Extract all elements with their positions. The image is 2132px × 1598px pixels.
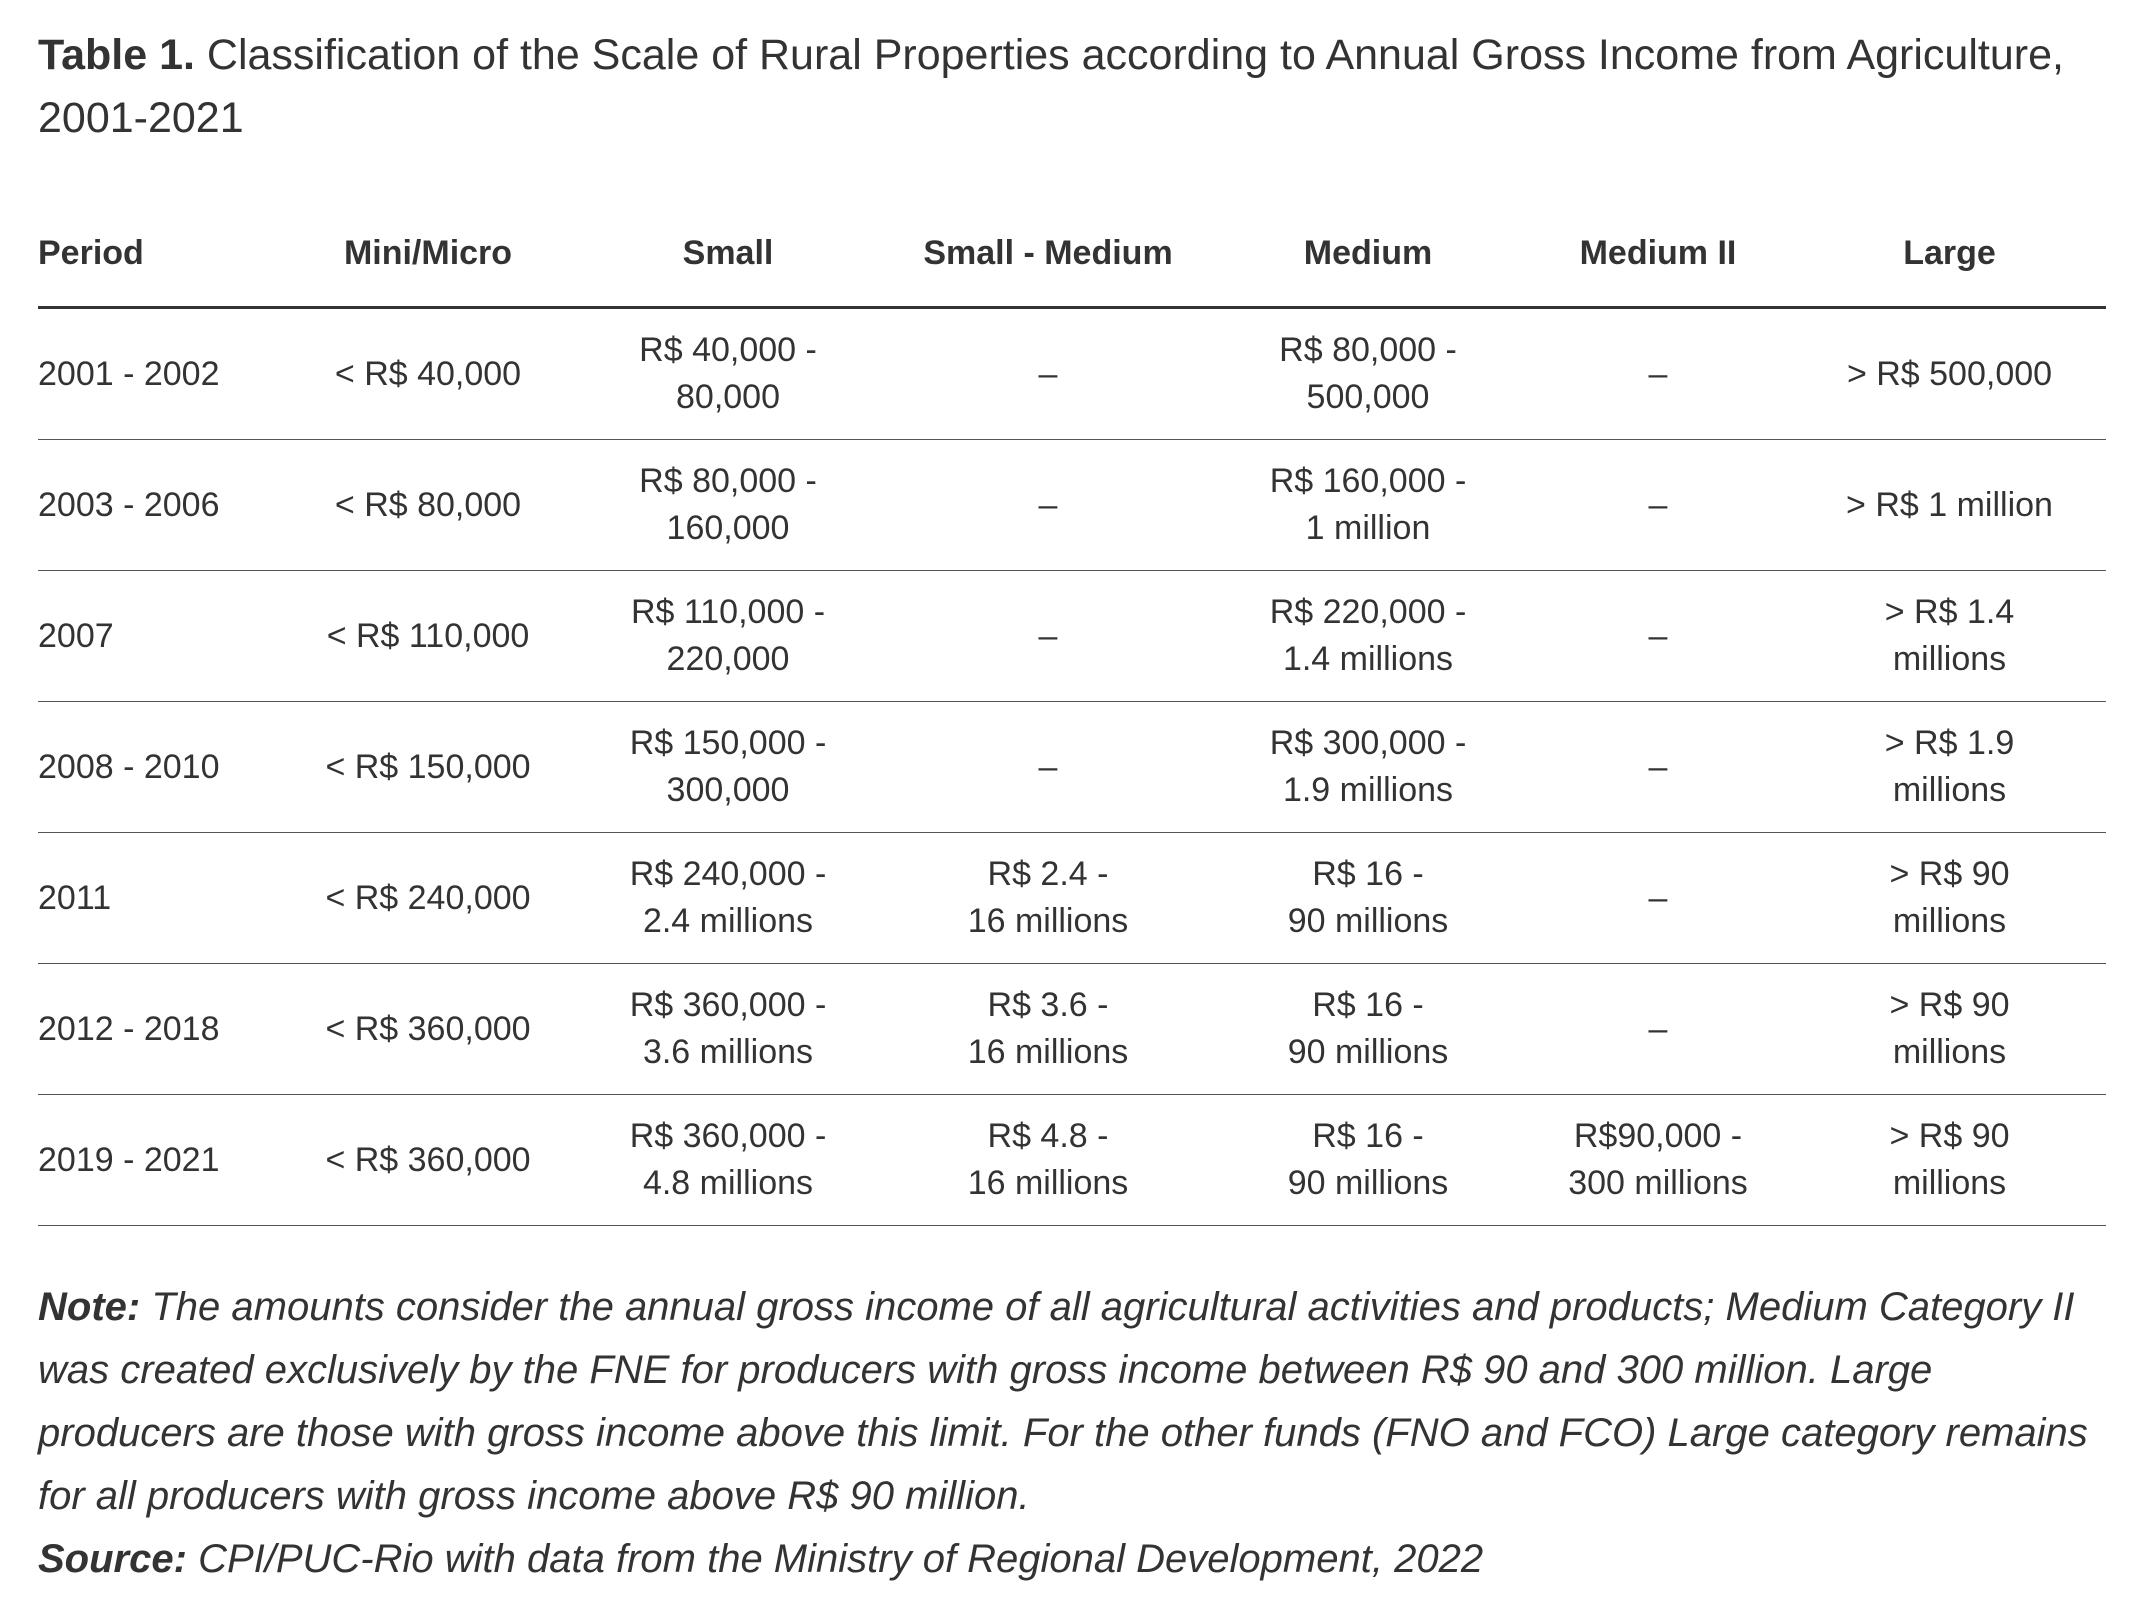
header-medium: Medium (1213, 200, 1523, 308)
cell-period: 2019 - 2021 (38, 1095, 283, 1226)
cell-large: > R$ 1 million (1793, 440, 2106, 571)
table-row (38, 702, 2106, 833)
table-note (38, 1276, 2108, 1528)
cell-mini-micro: < R$ 240,000 (283, 833, 573, 964)
header-mini-micro: Mini/Micro (283, 200, 573, 308)
cell-medium: R$ 80,000 - 500,000 (1213, 308, 1523, 440)
cell-small: R$ 360,000 - 3.6 millions (573, 964, 883, 1095)
cell-medium-ii: R$90,000 - 300 millions (1523, 1095, 1793, 1226)
cell-medium: R$ 16 - 90 millions (1213, 833, 1523, 964)
cell-large: > R$ 1.9 millions (1793, 702, 2106, 833)
cell-small: R$ 240,000 - 2.4 millions (573, 833, 883, 964)
source-text: CPI/PUC-Rio with data from the Ministry of Regional Development, 2022 (198, 1537, 1484, 1581)
cell-large: > R$ 90 millions (1793, 964, 2106, 1095)
table-header-row (38, 200, 2106, 308)
cell-medium-ii: – (1523, 571, 1793, 702)
cell-small: R$ 40,000 - 80,000 (573, 308, 883, 440)
cell-period: 2001 - 2002 (38, 308, 283, 440)
header-large: Large (1793, 200, 2106, 308)
cell-mini-micro: < R$ 150,000 (283, 702, 573, 833)
cell-small-medium: – (883, 440, 1213, 571)
header-period: Period (38, 200, 283, 308)
cell-small: R$ 110,000 - 220,000 (573, 571, 883, 702)
table-title (38, 24, 2098, 150)
cell-period: 2007 (38, 571, 283, 702)
cell-medium: R$ 300,000 - 1.9 millions (1213, 702, 1523, 833)
cell-period: 2008 - 2010 (38, 702, 283, 833)
cell-large: > R$ 500,000 (1793, 308, 2106, 440)
header-small-medium: Small - Medium (883, 200, 1213, 308)
cell-mini-micro: < R$ 110,000 (283, 571, 573, 702)
table-row (38, 833, 2106, 964)
table-body (38, 308, 2106, 1226)
cell-small-medium: – (883, 571, 1213, 702)
cell-mini-micro: < R$ 80,000 (283, 440, 573, 571)
cell-medium-ii: – (1523, 833, 1793, 964)
cell-medium: R$ 16 - 90 millions (1213, 1095, 1523, 1226)
cell-small: R$ 150,000 - 300,000 (573, 702, 883, 833)
header-small: Small (573, 200, 883, 308)
cell-small-medium: R$ 3.6 - 16 millions (883, 964, 1213, 1095)
cell-period: 2012 - 2018 (38, 964, 283, 1095)
cell-small-medium: R$ 2.4 - 16 millions (883, 833, 1213, 964)
cell-mini-micro: < R$ 360,000 (283, 964, 573, 1095)
cell-medium: R$ 220,000 - 1.4 millions (1213, 571, 1523, 702)
table-row (38, 440, 2106, 571)
note-text: The amounts consider the annual gross income of all agricultural activities and products; Medium Category II was created exclusively by the FNE for producers with gross income between R$ 90 and 300 million. Large producers are those with gross income above this limit. For the other funds (FNO and FCO) Large category remains for all producers with gross income above R$ 90 million. (38, 1285, 2088, 1518)
table-source (38, 1528, 2108, 1591)
table-row (38, 308, 2106, 440)
cell-small-medium: – (883, 308, 1213, 440)
cell-medium-ii: – (1523, 964, 1793, 1095)
cell-small-medium: R$ 4.8 - 16 millions (883, 1095, 1213, 1226)
note-label: Note: (38, 1285, 141, 1329)
cell-medium-ii: – (1523, 440, 1793, 571)
cell-large: > R$ 1.4 millions (1793, 571, 2106, 702)
table-title-label: Table 1. (38, 31, 195, 79)
cell-period: 2003 - 2006 (38, 440, 283, 571)
table-row (38, 1095, 2106, 1226)
cell-large: > R$ 90 millions (1793, 1095, 2106, 1226)
header-medium-ii: Medium II (1523, 200, 1793, 308)
cell-large: > R$ 90 millions (1793, 833, 2106, 964)
table-title-text: Classification of the Scale of Rural Properties according to Annual Gross Income from Agriculture, 2001-2021 (38, 31, 2064, 142)
cell-small: R$ 360,000 - 4.8 millions (573, 1095, 883, 1226)
cell-small-medium: – (883, 702, 1213, 833)
cell-medium: R$ 160,000 - 1 million (1213, 440, 1523, 571)
source-label: Source: (38, 1537, 187, 1581)
classification-table (38, 200, 2106, 1226)
table-row (38, 964, 2106, 1095)
cell-period: 2011 (38, 833, 283, 964)
cell-mini-micro: < R$ 360,000 (283, 1095, 573, 1226)
cell-medium: R$ 16 - 90 millions (1213, 964, 1523, 1095)
cell-medium-ii: – (1523, 308, 1793, 440)
table-row (38, 571, 2106, 702)
cell-mini-micro: < R$ 40,000 (283, 308, 573, 440)
cell-medium-ii: – (1523, 702, 1793, 833)
cell-small: R$ 80,000 - 160,000 (573, 440, 883, 571)
